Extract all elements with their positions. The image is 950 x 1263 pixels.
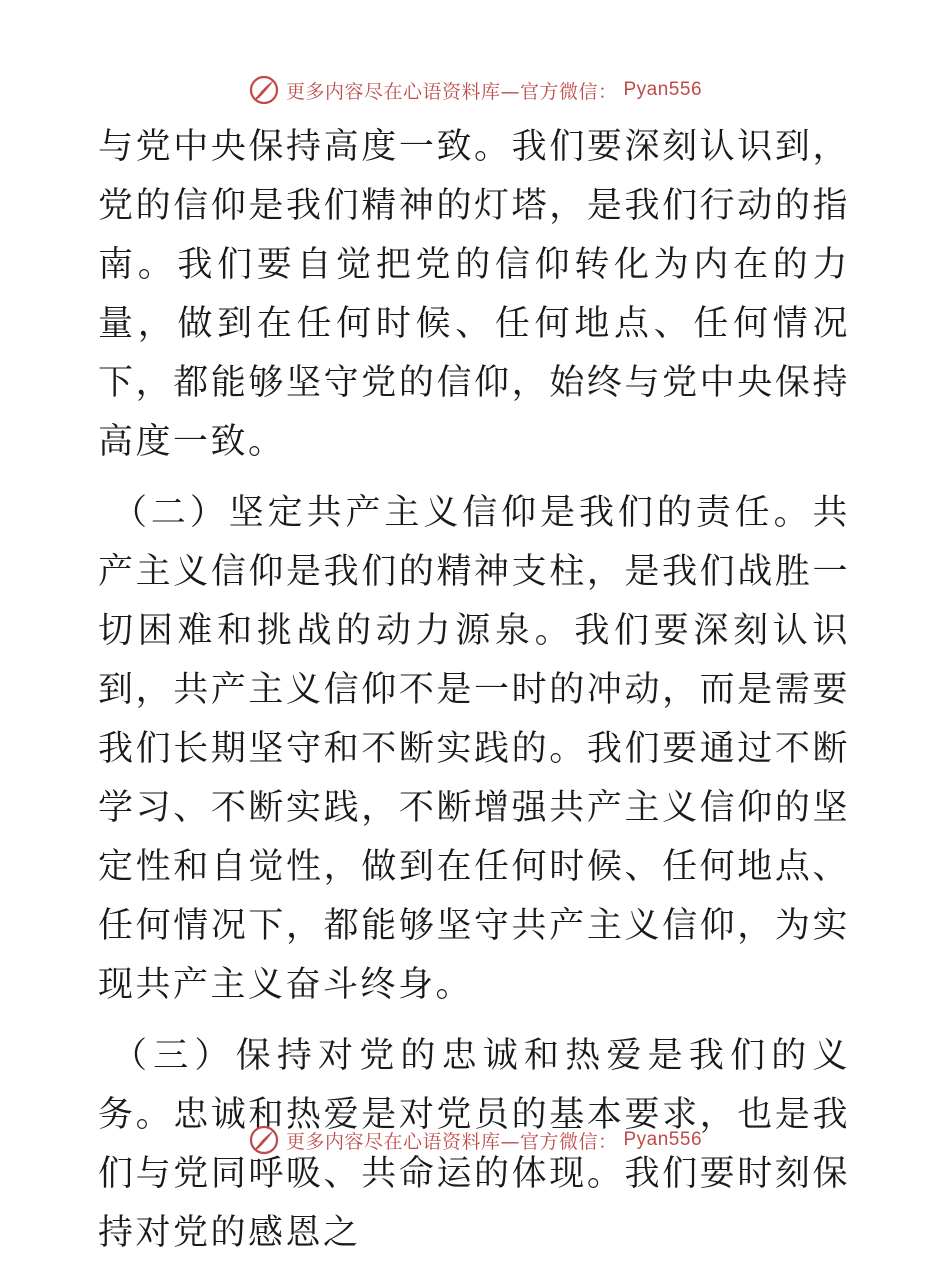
paragraph-2: （二）坚定共产主义信仰是我们的责任。共产主义信仰是我们的精神支柱，是我们战胜一切困难和挑战的动力源泉。我们要深刻认识到，共产主义信仰不是一时的冲动，而是需要我们长期坚守和不断实践的。我们要通过不断学习、不断实践，不断增强共产主义信仰的坚定性和自觉性，做到在任何时候、任何地点、任何情况下，都能够坚守共产主义信仰，为实现共产主义奋斗终身。 — [98, 493, 850, 1005]
header-watermark — [0, 70, 950, 110]
quill-logo-icon — [248, 74, 280, 106]
document-body — [98, 118, 850, 1263]
quill-logo-icon — [248, 1124, 280, 1156]
paragraph-3: （三）保持对党的忠诚和热爱是我们的义务。忠诚和热爱是对党员的基本要求，也是我们与党同呼吸、共命运的体现。我们要时刻保持对党的感恩之 — [98, 1036, 850, 1253]
paragraph-1: 与党中央保持高度一致。我们要深刻认识到，党的信仰是我们精神的灯塔，是我们行动的指南。我们要自觉把党的信仰转化为内在的力量，做到在任何时候、任何地点、任何情况下，都能够坚守党的信仰，始终与党中央保持高度一致。 — [98, 127, 850, 462]
watermark-text: 更多内容尽在心语资料库—官方微信： — [285, 1130, 618, 1153]
watermark-wechat-id: Pyan556 — [623, 79, 703, 100]
footer-watermark — [0, 1120, 950, 1160]
watermark-wechat-id: Pyan556 — [623, 1129, 703, 1150]
watermark-text: 更多内容尽在心语资料库—官方微信： — [285, 80, 618, 103]
